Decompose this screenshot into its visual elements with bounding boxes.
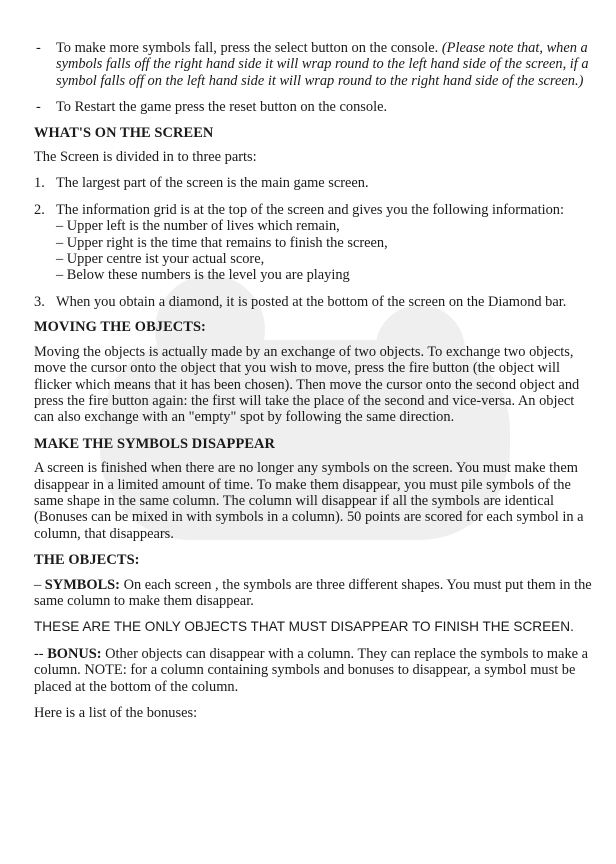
- document-body: [34, 40, 596, 731]
- bonus-list-intro: Here is a list of the bonuses:: [34, 705, 198, 721]
- bullet-text: To make more symbols fall, press the select button on the console.: [56, 40, 442, 56]
- list-text: The information grid is at the top of the screen and gives you the following information:: [56, 201, 564, 218]
- moving-paragraph: Moving the objects is actually made by an exchange of two objects. To exchange two objects, move the cursor onto the object that you wish to move, press the fire button (the object will flicker which means that it has been chosen). Then move the cursor onto the second object and press the fire button again: the first will take the place of the second and vice-versa. An object can also exchange with an "empty" spot by following the same direction.: [34, 343, 580, 426]
- sub-item-score: – Upper centre ist your actual score,: [56, 251, 265, 268]
- list-text: The largest part of the screen is the main game screen.: [56, 175, 369, 192]
- disappear-paragraph: A screen is finished when there are no longer any symbols on the screen. You must make them disappear in a limited amount of time. To make them disappear, you must pile symbols of the same shape in the same column. The column will disappear if all the symbols are identical (Bonuses can be mixed in with symbols in a column). 50 points are scored for each symbol in a column, that disappears.: [34, 460, 584, 542]
- list-item-1: [34, 175, 596, 191]
- heading-whats-on-screen: WHAT'S ON THE SCREEN: [34, 124, 214, 141]
- heading-the-objects: THE OBJECTS:: [34, 552, 140, 569]
- warning-paragraph: THESE ARE THE ONLY OBJECTS THAT MUST DISAPPEAR TO FINISH THE SCREEN.: [34, 619, 574, 635]
- list-item-2: [34, 202, 596, 284]
- bullet-restart: [34, 99, 596, 115]
- bullet-mark: -: [36, 40, 41, 56]
- bonus-paragraph: [34, 646, 596, 695]
- sub-item-level: – Below these numbers is the level you are playing: [56, 267, 350, 284]
- heading-make-disappear: MAKE THE SYMBOLS DISAPPEAR: [34, 435, 276, 452]
- screen-intro: The Screen is divided in to three parts:: [34, 149, 257, 166]
- sub-item-lives: – Upper left is the number of lives which remain,: [56, 218, 340, 235]
- bullet-text: To Restart the game press the reset button on the console.: [56, 99, 388, 116]
- bonus-text: Other objects can disappear with a column. They can replace the symbols to make a column. NOTE: for a column containing symbols and bonuses to disappear, a symbol must be placed at the bottom of the column.: [34, 645, 589, 695]
- bonus-label: BONUS:: [47, 645, 102, 662]
- list-number: 3.: [34, 293, 45, 310]
- bonus-prefix: --: [34, 645, 48, 662]
- heading-moving-objects: MOVING THE OBJECTS:: [34, 319, 206, 336]
- symbols-prefix: –: [34, 576, 45, 593]
- symbols-text: On each screen , the symbols are three different shapes. You must put them in the same column to make them disappear.: [34, 576, 592, 609]
- symbols-label: SYMBOLS:: [44, 576, 120, 593]
- list-item-3: [34, 294, 596, 310]
- bullet-note: (Please note that, when a symbols falls off the right hand side it will wrap round to the left hand side of the screen, if a symbol falls off on the left hand side it will wrap round to the right hand side of the screen.): [56, 40, 589, 89]
- bullet-mark: -: [36, 99, 41, 116]
- bullet-more-symbols: [34, 40, 596, 89]
- list-number: 2.: [34, 201, 45, 218]
- list-number: 1.: [34, 175, 45, 192]
- symbols-paragraph: [34, 577, 596, 610]
- sub-item-time: – Upper right is the time that remains to finish the screen,: [56, 234, 388, 251]
- list-text: When you obtain a diamond, it is posted at the bottom of the screen on the Diamond bar.: [56, 293, 567, 310]
